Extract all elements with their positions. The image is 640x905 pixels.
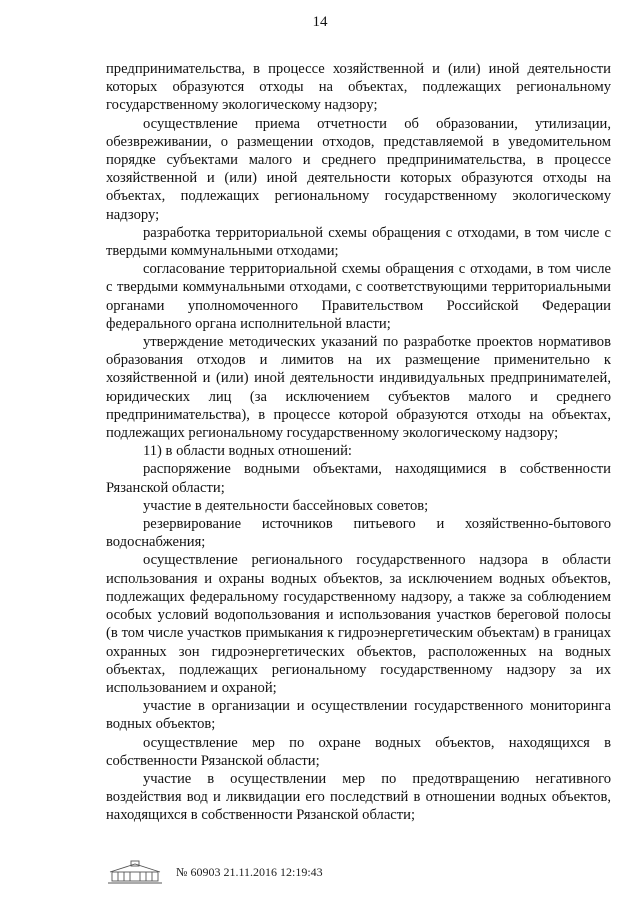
section-heading: 11) в области водных отношений: [143, 443, 352, 460]
document-footer [104, 860, 404, 886]
registration-stamp: № 60903 21.11.2016 12:19:43 [176, 865, 323, 879]
paragraph: участие в осуществлении мер по предотвращению негативного воздействия вод и ликвидации его последствий в отношении водных объектов, находящихся в собственности Рязанской области; [106, 770, 611, 824]
paragraph: участие в деятельности бассейновых советов; [143, 497, 429, 514]
paragraph: распоряжение водными объектами, находящимися в собственности Рязанской области; [106, 461, 611, 496]
paragraph: утверждение методических указаний по разработке проектов нормативов образования отходов и лимитов на их размещение применительно к хозяйственной и (или) иной деятельности индивидуальных предпринимателей, юридических лиц (за исключением субъектов малого и среднего предпринимательства), в процессе которой образуются отходы на объектах, подлежащих региональному государственному экологическому надзору; [106, 334, 611, 442]
paragraph: предпринимательства, в процессе хозяйственной и (или) иной деятельности которых образуются отходы на объектах, подлежащих региональному государственному экологическому надзору; [106, 61, 611, 114]
paragraph: разработка территориальной схемы обращения с отходами, в том числе с твердыми коммунальными отходами; [106, 224, 611, 260]
paragraph: согласование территориальной схемы обращения с отходами, в том числе с твердыми коммунальными отходами, с соответствующими территориальными органами уполномоченного Правительством Российской Федерации федерального органа исполнительной власти; [106, 261, 611, 332]
paragraph: участие в организации и осуществлении государственного мониторинга водных объектов; [106, 698, 611, 733]
paragraph: осуществление регионального государственного надзора в области использования и охраны водных объектов, за исключением водных объектов, подлежащих федеральному государственному надзору, а также за соблюдением особых условий водопользования и использования участков береговой полосы (в том числе участков примыкания к гидроэнергетическим объектам) в границах охранных зон гидроэнергетических объектов, расположенных на водных объектах, подлежащих региональному государственному надзору за их использованием и охраной; [106, 552, 611, 696]
paragraph: осуществление мер по охране водных объектов, находящихся в собственности Рязанской области; [106, 734, 611, 769]
page-number: 14 [312, 14, 328, 30]
paragraph: резервирование источников питьевого и хозяйственно-бытового водоснабжения; [106, 516, 611, 551]
document-body [106, 60, 611, 825]
paragraph: осуществление приема отчетности об образовании, утилизации, обезвреживании, о размещении отходов, представляемой в уведомительном порядке субъектами малого и среднего предпринимательства, в процессе хозяйственной и (или) иной деятельности которых образуются отходы на объектах, подлежащих региональному государственному экологическому надзору; [106, 115, 611, 223]
government-building-emblem-icon [104, 860, 166, 886]
